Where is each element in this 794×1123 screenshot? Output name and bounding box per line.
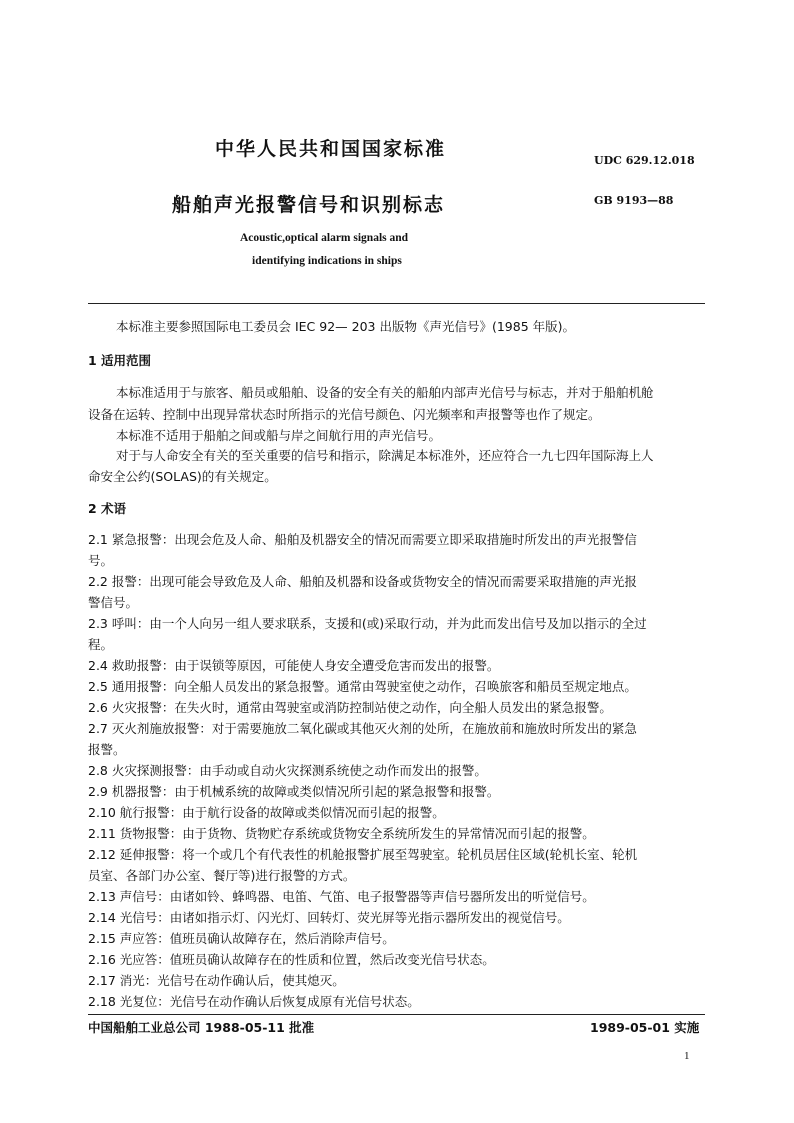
section-1-paragraph-line: 本标准适用于与旅客、船员或船舶、设备的安全有关的船舶内部声光信号与标志，并对于船舶机舱 [116,385,654,400]
term-line: 2.2 报警：出现可能会导致危及人命、船舶及机器和设备或货物安全的情况而需要采取措施的声光报 [88,574,637,589]
section-1-paragraph-line: 对于与人命安全有关的至关重要的信号和指示，除满足本标准外，还应符合一九七四年国际海上人 [116,448,654,463]
document-title: 船舶声光报警信号和识别标志 [172,194,446,216]
term-line: 2.9 机器报警：由于机械系统的故障或类似情况所引起的紧急报警和报警。 [88,784,500,799]
term-line: 员室、各部门办公室、餐厅等)进行报警的方式。 [88,868,356,883]
intro-paragraph: 本标准主要参照国际电工委员会 IEC 92— 203 出版物《声光信号》(1985 年版)。 [116,319,576,334]
term-line: 2.15 声应答：值班员确认故障存在，然后消除声信号。 [88,931,395,946]
term-line: 2.18 光复位：光信号在动作确认后恢复成原有光信号状态。 [88,994,420,1009]
term-line: 程。 [88,637,114,652]
term-line: 2.7 灭火剂施放报警：对于需要施放二氧化碳或其他灭火剂的处所，在施放前和施放时所发出的紧急 [88,721,637,736]
approval-statement: 中国船舶工业总公司 1988-05-11 批准 [88,1020,315,1035]
term-line: 2.8 火灾探测报警：由手动或自动火灾探测系统使之动作而发出的报警。 [88,763,487,778]
section-1-paragraph-line: 命安全公约(SOLAS)的有关规定。 [88,469,277,484]
national-standard-title: 中华人民共和国国家标准 [215,138,447,160]
term-line: 2.5 通用报警：向全船人员发出的紧急报警。通常由驾驶室使之动作，召唤旅客和船员至规定地点。 [88,679,637,694]
header-divider [88,303,705,304]
section-1-paragraph-line: 本标准不适用于船舶之间或船与岸之间航行用的声光信号。 [116,428,442,443]
term-line: 2.6 火灾报警：在失火时，通常由驾驶室或消防控制站使之动作，向全船人员发出的紧急报警。 [88,700,612,715]
term-line: 2.10 航行报警：由于航行设备的故障或类似情况而引起的报警。 [88,805,445,820]
term-line: 2.11 货物报警：由于货物、货物贮存系统或货物安全系统所发生的异常情况而引起的报警。 [88,826,595,841]
section-1-heading: 1 适用范围 [88,353,152,368]
term-line: 报警。 [88,742,126,757]
term-line: 警信号。 [88,595,139,610]
term-line: 2.17 消光：光信号在动作确认后，使其熄灭。 [88,973,345,988]
term-line: 2.16 光应答：值班员确认故障存在的性质和位置，然后改变光信号状态。 [88,952,495,967]
term-line: 2.3 呼叫：由一个人向另一组人要求联系，支援和(或)采取行动，并为此而发出信号及加以指示的全过 [88,616,647,631]
gb-number: GB 9193—88 [594,194,674,207]
udc-code: UDC 629.12.018 [594,154,695,167]
english-title-line-2: identifying indications in ships [252,255,402,267]
implementation-date: 1989-05-01 实施 [590,1020,700,1035]
term-line: 号。 [88,553,114,568]
term-line: 2.4 救助报警：由于误锁等原因，可能使人身安全遭受危害而发出的报警。 [88,658,500,673]
term-line: 2.12 延伸报警：将一个或几个有代表性的机舱报警扩展至驾驶室。轮机员居住区域(轮机长室、轮机 [88,847,638,862]
section-1-paragraph-line: 设备在运转、控制中出现异常状态时所指示的光信号颜色、闪光频率和声报警等也作了规定。 [88,407,601,422]
term-line: 2.1 紧急报警：出现会危及人命、船舶及机器安全的情况而需要立即采取措施时所发出的声光报警信 [88,532,637,547]
footer-divider [88,1014,705,1015]
term-line: 2.13 声信号：由诸如铃、蜂鸣器、电笛、气笛、电子报警器等声信号器所发出的听觉信号。 [88,889,595,904]
section-2-heading: 2 术语 [88,501,127,516]
english-title-line-1: Acoustic,optical alarm signals and [240,232,409,244]
page-number: 1 [684,1050,690,1062]
term-line: 2.14 光信号：由诸如指示灯、闪光灯、回转灯、荧光屏等光指示器所发出的视觉信号。 [88,910,570,925]
